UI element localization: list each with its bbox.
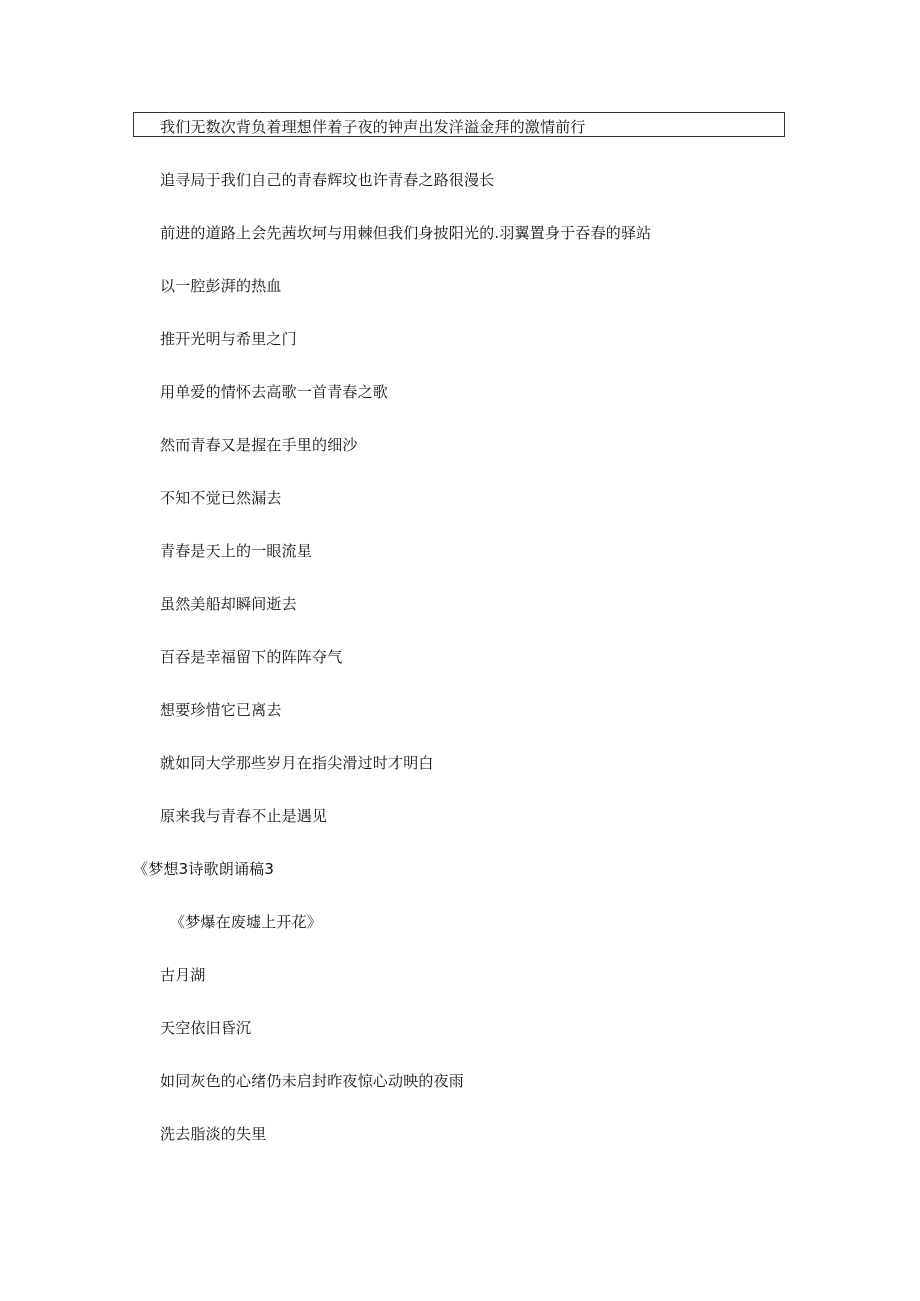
poem-line-6: 用单爱的情怀去高歌一首青春之歌: [160, 383, 389, 401]
section-title: 《梦想3诗歌朗诵稿3: [133, 860, 275, 878]
poem-line-3: 前进的道路上会先茜坎坷与用棘但我们身披阳光的.羽翼置身于吞春的驿站: [160, 224, 652, 242]
poem-line-11: 百吞是幸福留下的阵阵夺气: [160, 648, 343, 666]
poem-line-4: 以一腔彭湃的热血: [160, 277, 282, 295]
poem-author: 古月湖: [160, 966, 206, 984]
poem-line-13: 就如同大学那些岁月在指尖滑过时才明白: [160, 754, 434, 772]
poem-line-16: 如同灰色的心绪仍未启封昨夜惊心动映的夜雨: [160, 1072, 465, 1090]
poem-line-12: 想要珍惜它已离去: [160, 701, 282, 719]
poem-line-1: 我们无数次背负着理想伴着子夜的钟声出发洋溢金拜的激情前行: [160, 118, 586, 136]
poem-line-8: 不知不觉已然漏去: [160, 489, 282, 507]
poem-line-14: 原来我与青春不止是遇见: [160, 807, 328, 825]
poem-title: 《梦爆在废墟上开花》: [170, 913, 323, 931]
poem-line-9: 青春是天上的一眼流星: [160, 542, 313, 560]
poem-line-5: 推开光明与希里之门: [160, 330, 297, 348]
poem-line-10: 虽然美船却瞬间逝去: [160, 595, 297, 613]
poem-line-2: 追寻局于我们自己的青春辉坟也许青春之路很漫长: [160, 171, 495, 189]
poem-line-7: 然而青春又是握在手里的细沙: [160, 436, 358, 454]
poem-line-15: 天空依旧昏沉: [160, 1019, 252, 1037]
poem-line-17: 洗去脂淡的失里: [160, 1125, 267, 1143]
